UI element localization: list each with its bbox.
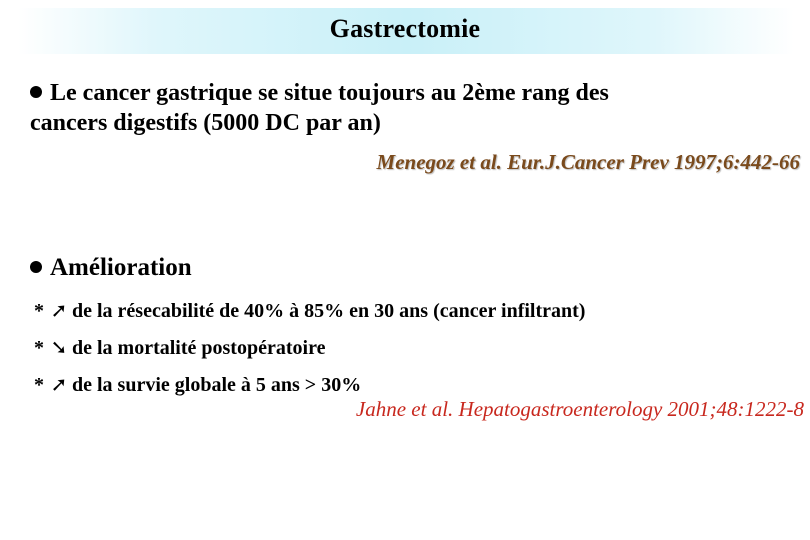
reference-jahne: Jahne et al. Hepatogastroenterology 2001;48:1222-8 xyxy=(355,397,804,421)
section-heading xyxy=(30,253,192,283)
section-heading-text: Amélioration xyxy=(50,254,192,281)
item-text: de la résecabilité de 40% à 85% en 30 ans (cancer infiltrant) xyxy=(72,300,586,322)
item-marker: * xyxy=(34,337,44,359)
item-text: de la survie globale à 5 ans > 30% xyxy=(72,374,362,396)
list-item xyxy=(34,292,585,329)
intro-line-2: cancers digestifs (5000 DC par an) xyxy=(30,110,381,136)
item-marker: * xyxy=(34,374,44,396)
improvement-list xyxy=(34,292,585,403)
arrow-down-right-icon: ➘ xyxy=(50,335,68,359)
bullet-icon xyxy=(30,261,42,273)
bullet-icon xyxy=(30,86,42,98)
item-text: de la mortalité postopératoire xyxy=(72,337,326,359)
intro-paragraph xyxy=(30,78,750,138)
reference-menegoz: Menegoz et al. Eur.J.Cancer Prev 1997;6:442-66 xyxy=(376,150,800,174)
arrow-up-right-icon: ➚ xyxy=(50,298,68,322)
item-marker: * xyxy=(34,300,44,322)
list-item xyxy=(34,329,585,366)
slide-title: Gastrectomie xyxy=(329,14,481,43)
intro-line-1: Le cancer gastrique se situe toujours au 2ème rang des xyxy=(50,80,609,106)
arrow-up-right-icon: ➚ xyxy=(50,372,68,396)
